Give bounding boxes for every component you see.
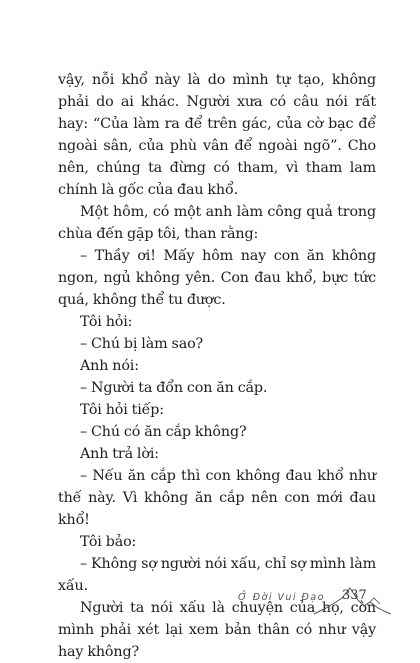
paragraph: Người ta nói xấu là chuyện của họ, còn mình phải xét lại xem bản thân có như vậy hay không? bbox=[58, 600, 376, 660]
paragraph: vậy, nỗi khổ này là do mình tự tạo, không phải do ai khác. Người xưa có câu nói rất hay: “Của làm ra để trên gác, của cờ bạc để ngoài sân, của phù vân để ngoài ngõ”. Cho nên, chúng ta đừng có tham, vì tham lam chính là gốc của đau khổ. bbox=[58, 72, 376, 198]
dialogue-line: Tôi hỏi tiếp: bbox=[80, 402, 164, 418]
dialogue-line: – Thầy ơi! Mấy hôm nay con ăn không ngon, ngủ không yên. Con đau khổ, bực tức quá, không thể tu được. bbox=[58, 248, 376, 308]
dialogue-line: – Nếu ăn cắp thì con không đau khổ như thế này. Vì không ăn cắp nên con mới đau khổ! bbox=[58, 468, 376, 528]
dialogue-line: – Chú bị làm sao? bbox=[80, 336, 204, 352]
dialogue-line: Anh nói: bbox=[80, 358, 139, 374]
dialogue-line: – Chú có ăn cắp không? bbox=[80, 424, 247, 440]
dialogue-line: Tôi hỏi: bbox=[80, 314, 133, 330]
book-title: Ở Đời Vui Đạo bbox=[238, 592, 326, 603]
page-footer bbox=[0, 578, 420, 638]
page-number: 337 bbox=[342, 588, 367, 603]
dialogue-line: – Không sợ người nói xấu, chỉ sợ mình làm xấu. bbox=[58, 556, 376, 594]
dialogue-line: Anh trả lời: bbox=[80, 446, 159, 462]
body-text bbox=[58, 69, 376, 663]
dialogue-line: Tôi bảo: bbox=[80, 534, 137, 550]
dialogue-line: – Người ta đổn con ăn cắp. bbox=[80, 380, 268, 396]
paragraph: Một hôm, có một anh làm công quả trong chùa đến gặp tôi, than rằng: bbox=[58, 204, 376, 242]
